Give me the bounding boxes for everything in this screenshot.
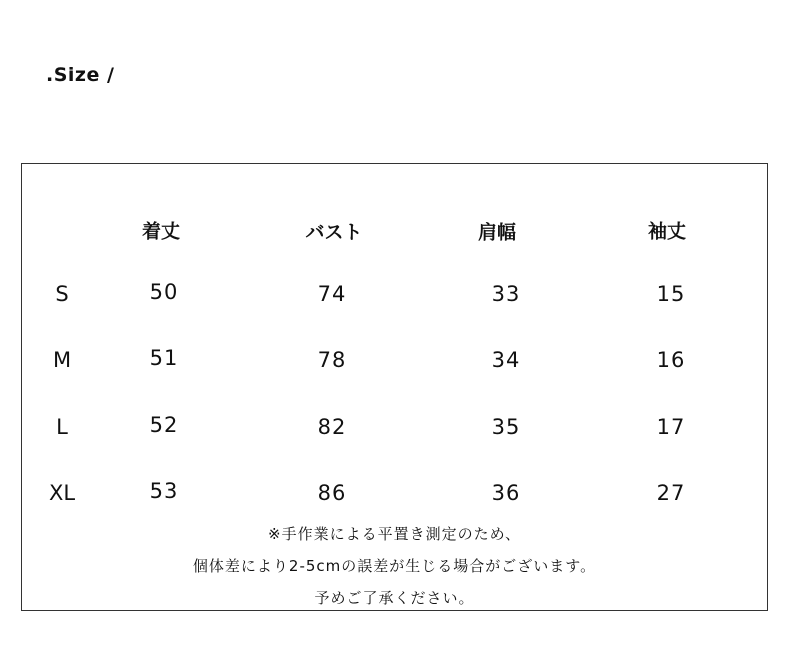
table-cell: 50 xyxy=(149,280,179,304)
page-title: .Size / xyxy=(46,64,115,86)
column-header-sleeve: 袖丈 xyxy=(647,220,687,243)
row-label-xl: XL xyxy=(48,481,76,505)
table-cell: 82 xyxy=(317,415,347,439)
row-label-m: M xyxy=(52,348,72,372)
table-cell: 16 xyxy=(656,348,686,372)
column-header-shoulder: 肩幅 xyxy=(477,221,517,244)
table-cell: 27 xyxy=(656,481,686,505)
table-cell: 15 xyxy=(656,282,686,306)
column-header-bust: バスト xyxy=(305,221,363,244)
measurement-note-line-1: ※手作業による平置き測定のため、 xyxy=(268,525,521,543)
table-cell: 33 xyxy=(491,282,521,306)
table-cell: 51 xyxy=(149,346,179,370)
column-header-length: 着丈 xyxy=(141,220,181,243)
table-cell: 86 xyxy=(317,481,347,505)
measurement-note-line-3: 予めご了承ください。 xyxy=(314,589,475,607)
table-cell: 78 xyxy=(317,348,347,372)
table-cell: 17 xyxy=(656,415,686,439)
size-chart-table xyxy=(21,163,768,611)
table-cell: 74 xyxy=(317,282,347,306)
table-cell: 34 xyxy=(491,348,521,372)
row-label-l: L xyxy=(56,415,68,439)
table-cell: 35 xyxy=(491,415,521,439)
measurement-note-line-2: 個体差により2-5cmの誤差が生じる場合がございます。 xyxy=(192,557,597,575)
table-cell: 52 xyxy=(149,413,179,437)
table-cell: 36 xyxy=(491,481,521,505)
row-label-s: S xyxy=(55,282,69,306)
table-cell: 53 xyxy=(149,479,179,503)
